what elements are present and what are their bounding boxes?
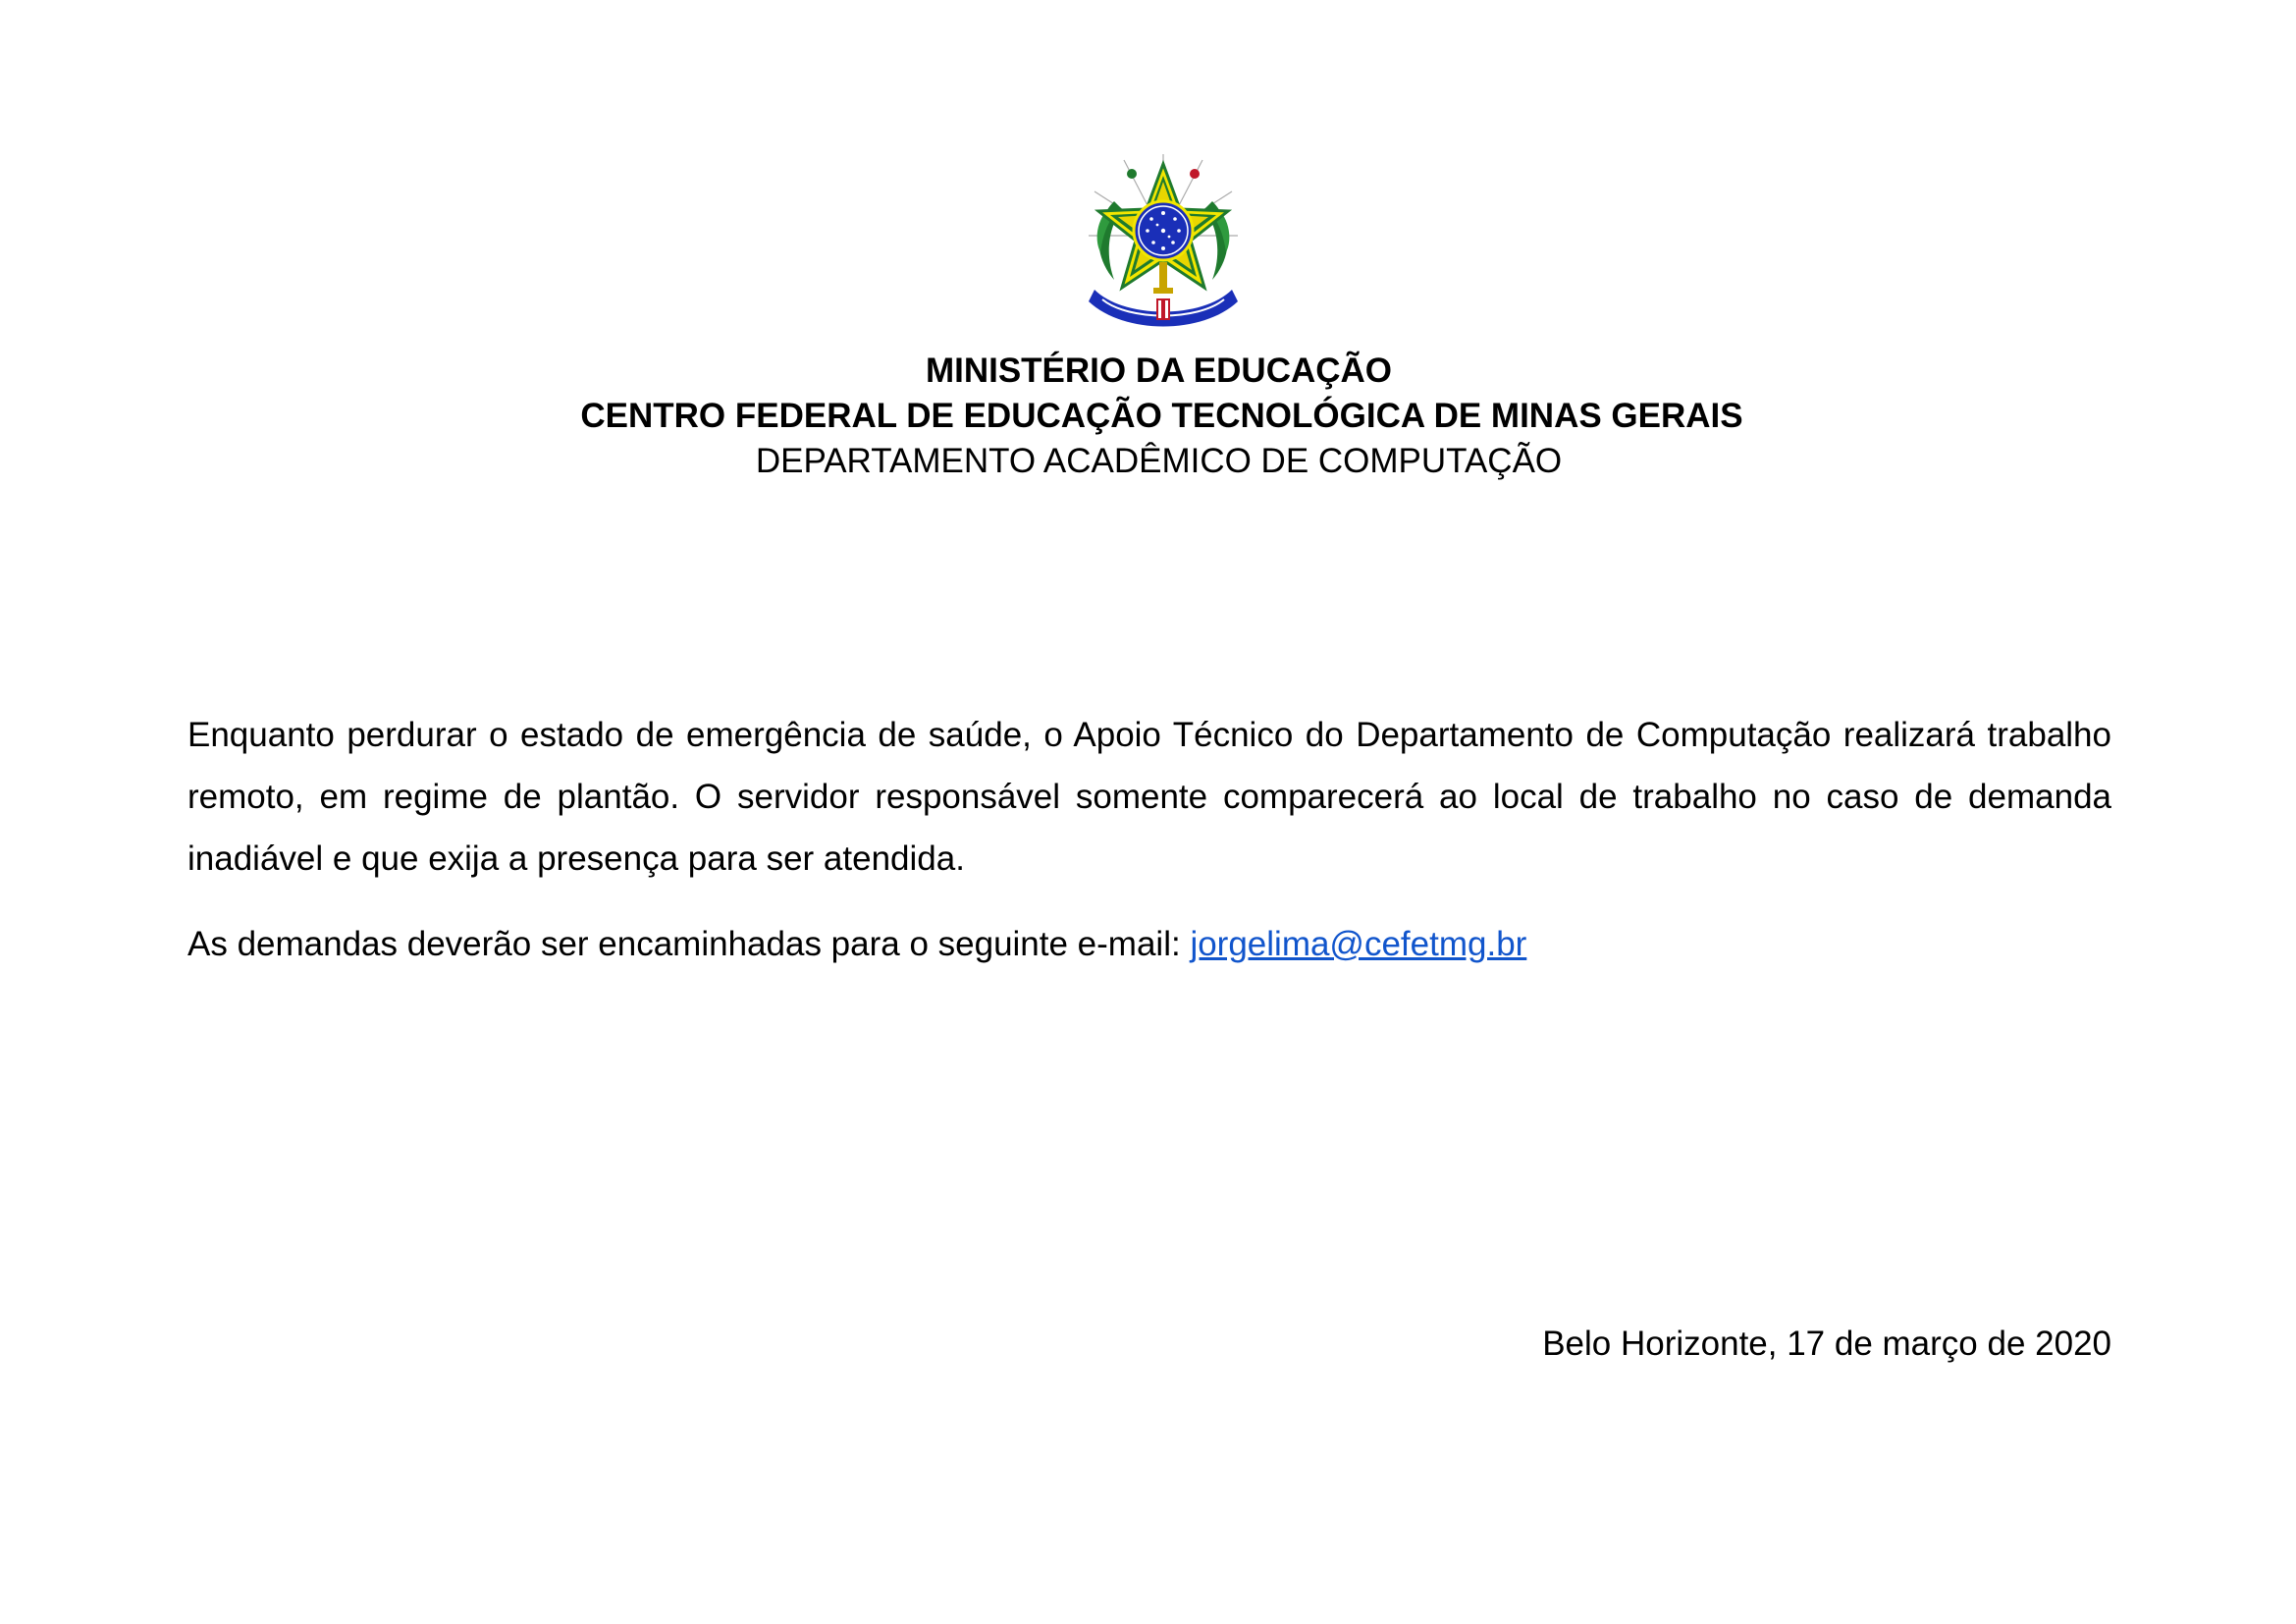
- institution-heading: CENTRO FEDERAL DE EDUCAÇÃO TECNOLÓGICA DE MINAS GERAIS: [580, 397, 1743, 435]
- contact-paragraph: [187, 913, 2111, 975]
- department-heading: DEPARTAMENTO ACADÊMICO DE COMPUTAÇÃO: [755, 442, 1563, 480]
- brazil-coat-of-arms-icon: [1085, 152, 1242, 331]
- date-location-line: Belo Horizonte, 17 de março de 2020: [1542, 1325, 2111, 1363]
- email-link[interactable]: jorgelima@cefetmg.br: [1190, 925, 1527, 963]
- notice-paragraph: Enquanto perdurar o estado de emergência de saúde, o Apoio Técnico do Departamento de Computação realizará trabalho remoto, em regime de plantão. O servidor responsável somente comparecerá ao local de trabalho no caso de demanda inadiável e que exija a presença para ser atendida.: [187, 716, 2111, 878]
- ministry-heading: MINISTÉRIO DA EDUCAÇÃO: [925, 352, 1393, 390]
- contact-prefix: As demandas deverão ser encaminhadas para o seguinte e-mail:: [187, 925, 1191, 963]
